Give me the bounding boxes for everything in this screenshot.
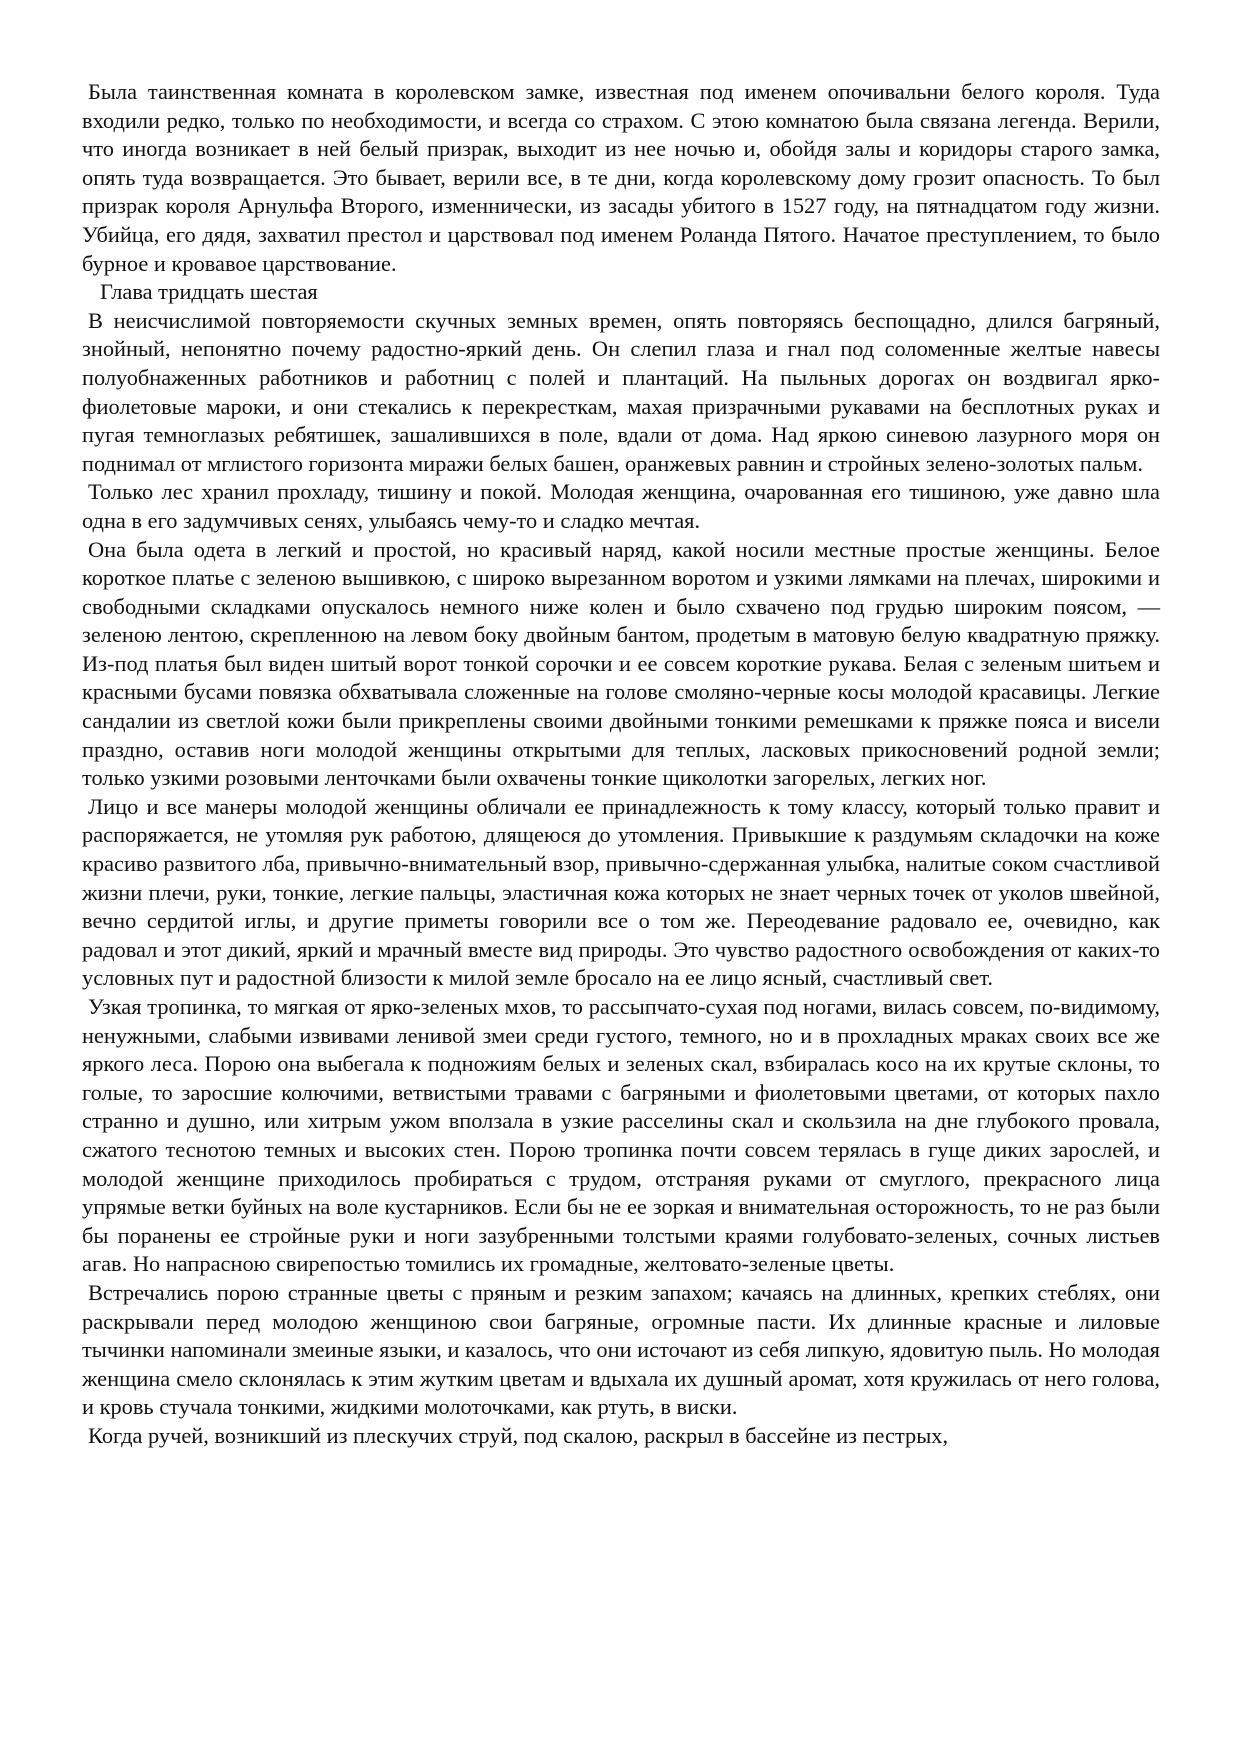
paragraph-flowers: Встречались порою странные цветы с пряным и резким запахом; качаясь на длинных, крепких стеблях, они раскрывали перед молодою женщиною свои багряные, огромные пасти. Их длинные красные и лиловые тычинки напоминали змеиные языки, и казалось, что они источают из себя липкую, ядовитую пыль. Но молодая женщина смело склонялась к этим жутким цветам и вдыхала их душный аромат, хотя кружилась от него голова, и кровь стучала тонкими, жидкими молоточками, как ртуть, в виски. (82, 1279, 1160, 1420)
paragraph-face: Лицо и все манеры молодой женщины обличали ее принадлежность к тому классу, который только правит и распоряжается, не утомляя рук работою, длящеюся до утомления. Привыкшие к раздумьям складочки на коже красиво развитого лба, привычно-внимательный взор, привычно-сдержанная улыбка, налитые соком счастливой жизни плечи, руки, тонкие, легкие пальцы, эластичная кожа которых не знает черных точек от уколов швейной, вечно сердитой иглы, и другие приметы говорили все о том же. Переодевание радовало ее, очевидно, как радовал и этот дикий, яркий и мрачный вместе вид природы. Это чувство радостного освобождения от каких-то условных пут и радостной близости к милой земле бросало на ее лицо ясный, счастливый свет. (82, 793, 1160, 991)
document-page (82, 78, 1160, 1451)
paragraph-legend: Была таинственная комната в королевском замке, известная под именем опочивальни белого короля. Туда входили редко, только по необходимости, и всегда со страхом. С этою комнатою была связана легенда. Верили, что иногда возникает в ней белый призрак, выходит из нее ночью и, обойдя залы и коридоры старого замка, опять туда возвращается. Это бывает, верили все, в те дни, когда королевскому дому грозит опасность. То был призрак короля Арнульфа Второго, изменнически, из засады убитого в 1527 году, на пятнадцатом году жизни. Убийца, его дядя, захватил престол и царствовал под именем Роланда Пятого. Начатое преступлением, то было бурное и кровавое царствование. (82, 79, 1160, 276)
paragraph-path: Узкая тропинка, то мягкая от ярко-зеленых мхов, то рассыпчато-сухая под ногами, вилась совсем, по-видимому, ненужными, слабыми извивами ленивой змеи среди густого, темного, но и в прохладных мраках своих все же яркого леса. Порою она выбегала к подножиям белых и зеленых скал, взбиралась косо на их крутые склоны, то голые, то заросшие колючими, ветвистыми травами с багряными и фиолетовыми цветами, от которых пахло странно и душно, или хитрым ужом вползала в узкие расселины скал и скользила на дне глубокого провала, сжатого теснотою темных и высоких стен. Порою тропинка почти совсем терялась в гуще диких зарослей, и молодой женщине приходилось пробираться с трудом, отстраняя руками от смуглого, прекрасного лица упрямые ветки буйных на воле кустарников. Если бы не ее зоркая и внимательная осторожность, то не раз были бы поранены ее стройные руки и ноги зазубренными толстыми краями голубовато-зеленых, сочных листьев агав. Но напрасною свирепостью томились их громадные, желтовато-зеленые цветы. (82, 994, 1160, 1277)
chapter-heading: Глава тридцать шестая (100, 279, 318, 305)
paragraph-forest: Только лес хранил прохладу, тишину и покой. Молодая женщина, очарованная его тишиною, уже давно шла одна в его задумчивых сенях, улыбаясь чему-то и сладко мечтая. (82, 479, 1160, 533)
paragraph-dress: Она была одета в легкий и простой, но красивый наряд, какой носили местные простые женщины. Белое короткое платье с зеленою вышивкою, с широко вырезанном воротом и узкими лямками на плечах, широкими и свободными складками опускалось немного ниже колен и было схвачено под грудью широким поясом, — зеленою лентою, скрепленною на левом боку двойным бантом, продетым в матовую белую квадратную пряжку. Из-под платья был виден шитый ворот тонкой сорочки и ее совсем короткие рукава. Белая с зеленым шитьем и красными бусами повязка обхватывала сложенные на голове смоляно-черные косы молодой красавицы. Легкие сандалии из светлой кожи были прикреплены своими двойными тонкими ремешками к пряжке пояса и висели праздно, оставив ноги молодой женщины открытыми для теплых, ласковых прикосновений родной земли; только узкими розовыми ленточками были охвачены тонкие щиколотки загорелых, легких ног. (82, 536, 1160, 791)
paragraph-stream: Когда ручей, возникший из плескучих струй, под скалою, раскрыл в бассейне из пестрых, (88, 1422, 949, 1448)
paragraph-day: В неисчислимой повторяемости скучных земных времен, опять повторяясь беспощадно, длился багряный, знойный, непонятно почему радостно-яркий день. Он слепил глаза и гнал под соломенные желтые навесы полуобнаженных работников и работниц с полей и плантаций. На пыльных дорогах он воздвигал ярко-фиолетовые мароки, и они стекались к перекресткам, махая призрачными рукавами на бесплотных руках и пугая темноглазых ребятишек, зашалившихся в поле, вдали от дома. Над яркою синевою лазурного моря он поднимал от мглистого горизонта миражи белых башен, оранжевых равнин и стройных зелено-золотых пальм. (82, 307, 1160, 476)
